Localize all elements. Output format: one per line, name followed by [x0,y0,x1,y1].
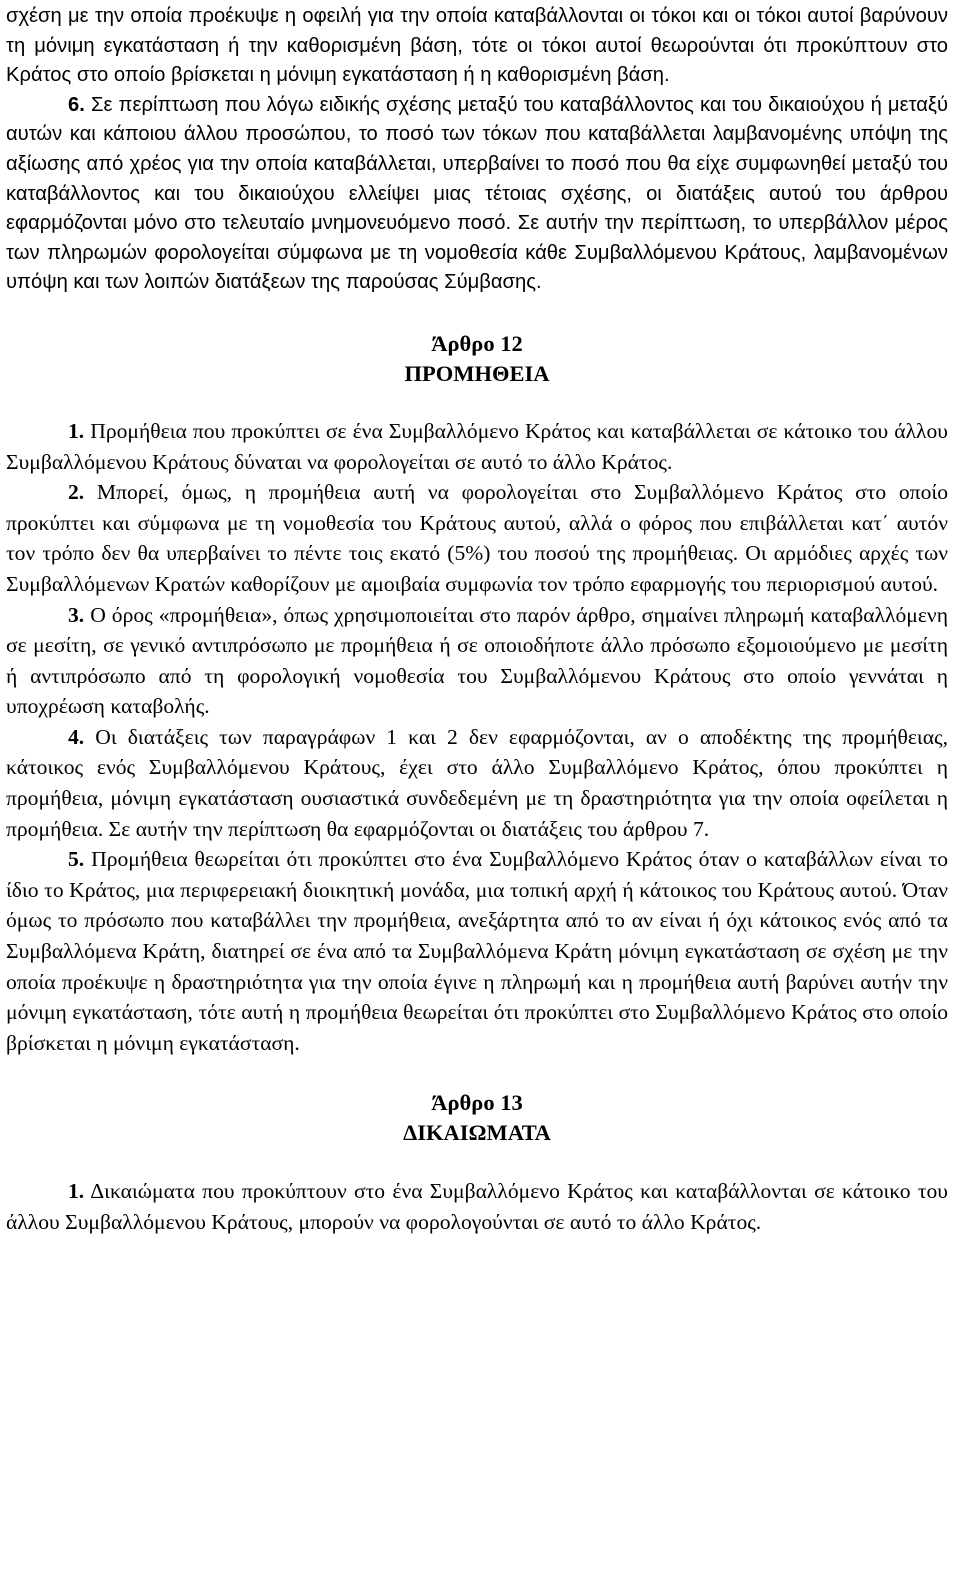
article11-paragraph-6 [6,91,948,298]
article13-heading [6,1088,948,1148]
document-page [6,0,948,1238]
paragraph-number: 1. [68,418,85,443]
paragraph-text: Ο όρος «προμήθεια», όπως χρησιμοποιείται στο παρόν άρθρο, σημαίνει πληρωμή καταβαλλόμενη σε μεσίτη, σε γενικό αντιπρόσωπο με προμήθεια ή σε οποιοδήποτε άλλο πρόσωπο εξομοιούμενο με μεσίτη ή αντιπρόσωπο από τη φορολογική νομοθεσία του Συμβαλλόμενου Κράτους στο οποίο γεννάται η υποχρέωση καταβολής. [6,602,948,719]
article13-paragraph-1 [6,1176,948,1237]
article12-paragraph-5 [6,844,948,1058]
article12-paragraph-1 [6,416,948,477]
paragraph-number: 1. [68,1179,85,1204]
paragraph-text: Οι διατάξεις των παραγράφων 1 και 2 δεν εφαρμόζονται, αν ο αποδέκτης της προμήθειας, κάτοικος ενός Συμβαλλόμενου Κράτους, έχει στο άλλο Συμβαλλόμενο Κράτος, όπου προκύπτει η προμήθεια, μόνιμη εγκατάσταση ουσιαστικά συνδεδεμένη με τη δραστηριότητα για την οποία οφείλεται η προμήθεια. Σε αυτήν την περίπτωση θα εφαρμόζονται οι διατάξεις του άρθρου 7. [6,724,948,841]
paragraph-number: 3. [68,602,85,627]
paragraph-text: Προμήθεια που προκύπτει σε ένα Συμβαλλόμενο Κράτος και καταβάλλεται σε κάτοικο του άλλου Συμβαλλόμενου Κράτους δύναται να φορολογείται σε αυτό το άλλο Κράτος. [6,418,948,474]
article12-subtitle: ΠΡΟΜΗΘΕΙΑ [404,360,550,386]
article13-subtitle: ΔΙΚΑΙΩΜΑΤΑ [403,1120,551,1146]
paragraph-number: 5. [68,847,85,872]
article12-heading [6,329,948,389]
paragraph-number: 4. [68,724,85,749]
article12-paragraph-2 [6,477,948,599]
article12-paragraph-3 [6,600,948,722]
paragraph-number: 2. [68,480,85,505]
paragraph-text: Δικαιώματα που προκύπτουν στο ένα Συμβαλλόμενο Κράτος και καταβάλλονται σε κάτοικο του άλλου Συμβαλλόμενου Κράτους, μπορούν να φορολογούνται σε αυτό το άλλο Κράτος. [6,1179,948,1234]
article13-title: Άρθρο 13 [431,1090,523,1116]
paragraph-number: 6. [68,93,85,116]
paragraph-text: Προμήθεια θεωρείται ότι προκύπτει στο ένα Συμβαλλόμενο Κράτος όταν ο καταβάλλων είναι το ίδιο το Κράτος, μια περιφερειακή διοικητική μονάδα, μια τοπική αρχή ή κάτοικος του Κράτους αυτού. Όταν όμως το πρόσωπο που καταβάλλει την προμήθεια, ανεξάρτητα από το αν είναι ή όχι κάτοικος ενός από τα Συμβαλλόμενα Κράτη, διατηρεί σε ένα από τα Συμβαλλόμενα Κράτη μόνιμη εγκατάσταση σε σχέση με την οποία προέκυψε η δραστηριότητα για την οποία έγινε η πληρωμή και η προμήθεια αυτή βαρύνει αυτήν την μόνιμη εγκατάσταση, τότε αυτή η προμήθεια θεωρείται ότι προκύπτει στο Συμβαλλόμενο Κράτος στο οποίο βρίσκεται η μόνιμη εγκατάσταση. [6,847,948,1055]
paragraph-text: Σε περίπτωση που λόγω ειδικής σχέσης μεταξύ του καταβάλλοντος και του δικαιούχου ή μεταξύ αυτών και κάποιου άλλου προσώπου, το ποσό των τόκων που καταβάλλεται λαμβανομένης υπόψη της αξίωσης από χρέος για την οποία καταβάλλεται, υπερβαίνει το ποσό που θα είχε συμφωνηθεί μεταξύ του καταβάλλοντος και του δικαιούχου ελλείψει μιας τέτοιας σχέσης, οι διατάξεις αυτού του άρθρου εφαρμόζονται μόνο στο τελευταίο μνημονευόμενο ποσό. Σε αυτήν την περίπτωση, το υπερβάλλον μέρος των πληρωμών φορολογείται σύμφωνα με τη νομοθεσία κάθε Συμβαλλόμενου Κράτους, λαμβανομένων υπόψη και των λοιπών διατάξεων της παρούσας Σύμβασης. [6,93,949,294]
article12-title: Άρθρο 12 [431,330,523,356]
intro-paragraph [6,2,948,91]
article12-paragraph-4 [6,722,948,844]
intro-text: σχέση με την οποία προέκυψε η οφειλή για την οποία καταβάλλονται οι τόκοι και οι τόκοι αυτοί βαρύνουν τη μόνιμη εγκατάσταση ή την καθορισμένη βάση, τότε οι τόκοι αυτοί θεωρούνται ότι προκύπτουν στο Κράτος στο οποίο βρίσκεται η μόνιμη εγκατάσταση ή η καθορισμένη βάση. [6,5,948,87]
paragraph-text: Μπορεί, όμως, η προμήθεια αυτή να φορολογείται στο Συμβαλλόμενο Κράτος στο οποίο προκύπτει και σύμφωνα με τη νομοθεσία του Κράτους αυτού, αλλά ο φόρος που επιβάλλεται κατ΄ αυτόν τον τρόπο δεν θα υπερβαίνει το πέντε τοις εκατό (5%) του ποσού της προμήθειας. Οι αρμόδιες αρχές των Συμβαλλόμενων Κρατών καθορίζουν με αμοιβαία συμφωνία τον τρόπο εφαρμογής του περιορισμού αυτού. [6,480,948,596]
